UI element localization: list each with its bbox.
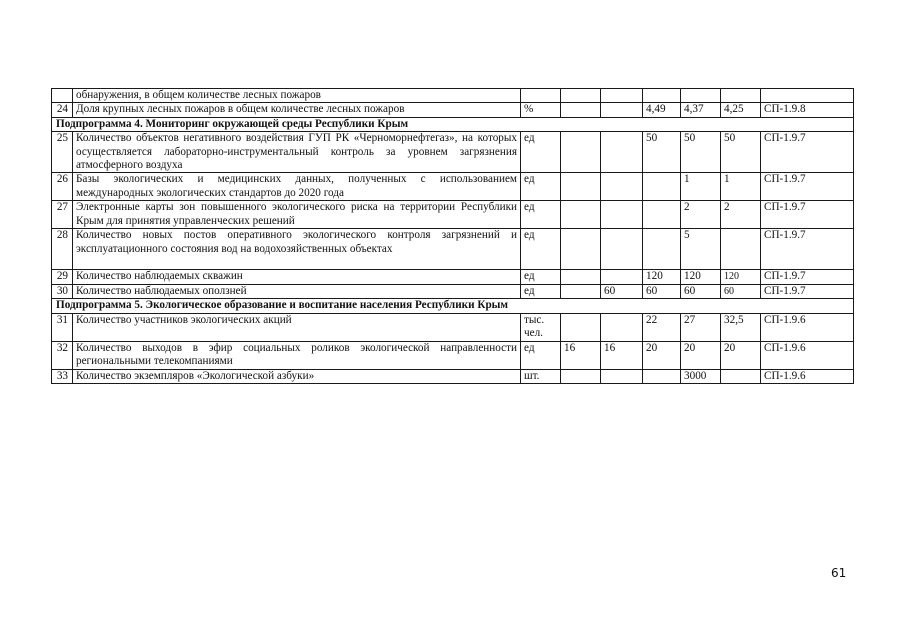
value-cell-1 [561,313,601,341]
indicator-name: Доля крупных лесных пожаров в общем количестве лесных пожаров [73,103,521,117]
section-title: Подпрограмма 4. Мониторинг окружающей среды Республики Крым [52,117,854,131]
value-cell-3 [643,369,681,383]
value-cell-2 [601,369,643,383]
value-cell-4: 5 [681,229,721,270]
unit-cell: ед [521,341,561,369]
unit-cell: ед [521,173,561,201]
indicator-name: Количество объектов негативного воздействия ГУП РК «Черноморнефтегаз», на которых осуществляется лабораторно-инструментальный контроль за уровнем загрязнения атмосферного воздуха [73,132,521,173]
unit-cell: шт. [521,369,561,383]
indicator-name: Количество новых постов оперативного экологического контроля загрязнений и эксплуатационного состояния вод на водохозяйственных объектах [73,229,521,270]
value-cell-3 [643,89,681,103]
value-cell-3: 50 [643,132,681,173]
value-cell-5: 1 [721,173,761,201]
code-cell: СП-1.9.7 [761,201,854,229]
value-cell-4: 120 [681,270,721,284]
table-row [52,89,854,103]
indicator-name: Количество экземпляров «Экологической азбуки» [73,369,521,383]
value-cell-3: 4,49 [643,103,681,117]
code-cell: СП-1.9.6 [761,369,854,383]
code-cell: СП-1.9.7 [761,173,854,201]
value-cell-5 [721,229,761,270]
value-cell-1 [561,201,601,229]
page-number: 61 [831,566,847,580]
value-cell-5: 50 [721,132,761,173]
row-number: 24 [52,103,73,117]
unit-cell: ед [521,132,561,173]
row-number: 25 [52,132,73,173]
value-cell-3: 120 [643,270,681,284]
unit-cell: ед [521,284,561,298]
code-cell [761,89,854,103]
code-cell: СП-1.9.7 [761,229,854,270]
unit-cell: тыс. чел. [521,313,561,341]
value-cell-5: 60 [721,284,761,298]
value-cell-5: 4,25 [721,103,761,117]
value-cell-1 [561,284,601,298]
value-cell-5: 120 [721,270,761,284]
value-cell-4: 4,37 [681,103,721,117]
unit-cell: % [521,103,561,117]
value-cell-3: 22 [643,313,681,341]
indicator-name: Количество участников экологических акций [73,313,521,341]
value-cell-1 [561,89,601,103]
value-cell-4: 2 [681,201,721,229]
value-cell-2 [601,270,643,284]
value-cell-2 [601,103,643,117]
code-cell: СП-1.9.7 [761,284,854,298]
unit-cell: ед [521,229,561,270]
value-cell-5 [721,369,761,383]
value-cell-5: 2 [721,201,761,229]
section-title: Подпрограмма 5. Экологическое образование и воспитание населения Республики Крым [52,299,854,313]
value-cell-3 [643,201,681,229]
code-cell: СП-1.9.8 [761,103,854,117]
value-cell-2 [601,173,643,201]
value-cell-5 [721,89,761,103]
value-cell-3 [643,229,681,270]
row-number: 28 [52,229,73,270]
code-cell: СП-1.9.6 [761,313,854,341]
table-row [52,103,854,117]
value-cell-2: 16 [601,341,643,369]
code-cell: СП-1.9.6 [761,341,854,369]
indicator-name: Количество наблюдаемых скважин [73,270,521,284]
value-cell-1 [561,270,601,284]
indicator-name: обнаружения, в общем количестве лесных пожаров [73,89,521,103]
row-number [52,89,73,103]
value-cell-3 [643,173,681,201]
indicator-name: Базы экологических и медицинских данных, полученных с использованием международных экологических стандартов до 2020 года [73,173,521,201]
unit-cell: ед [521,201,561,229]
value-cell-4: 50 [681,132,721,173]
value-cell-4: 20 [681,341,721,369]
value-cell-5: 20 [721,341,761,369]
row-number: 33 [52,369,73,383]
table-row [52,132,854,173]
value-cell-3: 60 [643,284,681,298]
value-cell-4: 3000 [681,369,721,383]
row-number: 26 [52,173,73,201]
section-row [52,117,854,131]
row-number: 29 [52,270,73,284]
value-cell-4: 60 [681,284,721,298]
table-row [52,173,854,201]
value-cell-1 [561,229,601,270]
value-cell-1: 16 [561,341,601,369]
value-cell-4: 1 [681,173,721,201]
unit-cell [521,89,561,103]
indicator-name: Количество наблюдаемых оползней [73,284,521,298]
value-cell-2 [601,313,643,341]
unit-cell: ед [521,270,561,284]
code-cell: СП-1.9.7 [761,132,854,173]
indicators-table [51,88,854,384]
value-cell-2 [601,132,643,173]
value-cell-1 [561,173,601,201]
value-cell-1 [561,132,601,173]
section-row [52,299,854,313]
indicators-table-body [52,89,854,384]
value-cell-5: 32,5 [721,313,761,341]
value-cell-2 [601,229,643,270]
value-cell-2 [601,201,643,229]
row-number: 31 [52,313,73,341]
table-row [52,341,854,369]
value-cell-3: 20 [643,341,681,369]
value-cell-1 [561,369,601,383]
row-number: 32 [52,341,73,369]
table-row [52,313,854,341]
row-number: 27 [52,201,73,229]
row-number: 30 [52,284,73,298]
value-cell-4: 27 [681,313,721,341]
table-row [52,369,854,383]
table-row [52,201,854,229]
table-row [52,284,854,298]
code-cell: СП-1.9.7 [761,270,854,284]
value-cell-2: 60 [601,284,643,298]
table-row [52,229,854,270]
value-cell-1 [561,103,601,117]
value-cell-4 [681,89,721,103]
indicator-name: Электронные карты зон повышенного экологического риска на территории Республики Крым для принятия управленческих решений [73,201,521,229]
table-row [52,270,854,284]
value-cell-2 [601,89,643,103]
indicator-name: Количество выходов в эфир социальных роликов экологической направленности региональными телекомпаниями [73,341,521,369]
